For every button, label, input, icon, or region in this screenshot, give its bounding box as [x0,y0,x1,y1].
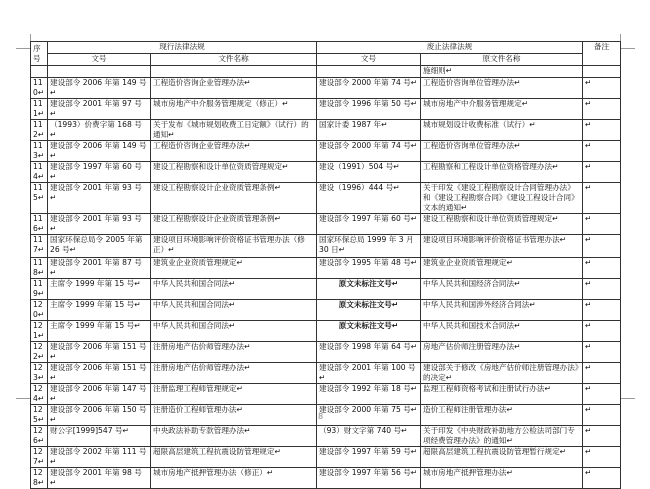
table-row [31,363,621,384]
remarks-cell: ↵ [583,258,621,279]
current-doc-no-cell: 建设部令 2006 年第 150 号↵ [48,405,151,426]
repealed-doc-name-cell: 房地产估价师注册管理办法↵ [421,342,583,363]
row-number-cell: 119↵ [31,279,48,300]
current-doc-no-cell [48,66,151,78]
current-doc-name-cell: 建设项目环境影响评价资格证书管理办法（修正）↵ [151,235,317,258]
row-number-cell: 124↵ [31,384,48,405]
row-number-cell: 110↵ [31,78,48,99]
remarks-cell: ↵ [583,120,621,141]
table-row [31,78,621,99]
row-number-cell: 118↵ [31,258,48,279]
header-repealed-doc-no: 文号 [317,54,421,66]
header-seq: 序号 [31,42,48,66]
current-doc-name-cell: 关于发布《城市规划收费工日定额》（试行）的通知↵ [151,120,317,141]
remarks-cell: ↵ [583,183,621,214]
repealed-doc-no-cell: 国家环保总局 1999 年 3 月 30 日↵ [317,235,421,258]
table-row [31,235,621,258]
crop-mark-bottom-left [16,398,31,413]
current-doc-name-cell: 工程造价咨询企业管理办法↵ [151,78,317,99]
repealed-doc-name-cell: 建设部关于修改《房地产估价师注册管理办法》的决定↵ [421,363,583,384]
row-number-cell: 123↵ [31,363,48,384]
repealed-doc-no-cell: 建设部令 2001 年第 100 号↵ [317,363,421,384]
repealed-doc-name-cell: 监理工程师资格考试和注册试行办法↵ [421,384,583,405]
remarks-cell: ↵ [583,342,621,363]
current-doc-no-cell: 主席令 1999 年第 15 号↵ [48,279,151,300]
remarks-cell: ↵ [583,78,621,99]
row-number-cell: 115↵ [31,183,48,214]
repealed-doc-no-cell: 建设部令 1997 年第 56 号↵ [317,468,421,489]
current-doc-name-cell: 超限高层建筑工程抗震设防管理规定↵ [151,447,317,468]
current-doc-name-cell: 城市房地产中介服务管理规定（修正）↵ [151,99,317,120]
repealed-doc-name-cell: 建筑业企业资质管理规定↵ [421,258,583,279]
current-doc-name-cell: 注册造价工程师管理办法↵ [151,405,317,426]
table-row [31,279,621,300]
repealed-doc-name-cell: 关于印发《中央财政补助地方公检法司部门专项经费管理办法》的通知↵ [421,426,583,447]
repealed-doc-name-cell: 建设工程勘察和设计单位资质管理规定↵ [421,214,583,235]
row-number-cell: 128↵ [31,468,48,489]
repealed-doc-name-cell: 工程造价咨询单位管理办法↵ [421,78,583,99]
row-number-cell: 127↵ [31,447,48,468]
repealed-doc-no-cell: 建设部令 1997 年第 59 号↵ [317,447,421,468]
current-doc-no-cell: 建设部令 2002 年第 111 号↵ [48,447,151,468]
repealed-doc-name-cell: 工程勘察和工程设计单位资格管理办法↵ [421,162,583,183]
table-row [31,426,621,447]
remarks-cell: ↵ [583,214,621,235]
remarks-cell: ↵ [583,321,621,342]
repealed-doc-no-cell: 原文未标注文号↵ [317,321,421,342]
current-doc-name-cell: 中华人民共和国合同法↵ [151,279,317,300]
current-doc-name-cell: 建设工程勘察和设计单位资质管理规定↵ [151,162,317,183]
table-row [31,141,621,162]
current-doc-no-cell: 建设部令 2006 年第 149 号↵ [48,78,151,99]
table-row [31,214,621,235]
page-number: 8 [318,412,324,421]
row-number-cell: 116↵ [31,214,48,235]
table-row [31,258,621,279]
remarks-cell: ↵ [583,447,621,468]
repealed-doc-name-cell: 中华人民共和国技术合同法↵ [421,321,583,342]
remarks-cell: ↵ [583,162,621,183]
crop-mark-top-left [16,34,31,49]
remarks-cell: ↵ [583,405,621,426]
repealed-doc-no-cell: （93）财文字第 740 号↵ [317,426,421,447]
repealed-doc-no-cell: 建设（1991）504 号↵ [317,162,421,183]
row-number-cell: 113↵ [31,141,48,162]
row-number-cell: 121↵ [31,321,48,342]
current-doc-name-cell: 建设工程勘察设计企业资质管理条例↵ [151,214,317,235]
table-row [31,342,621,363]
header-doc-no: 文号 [48,54,151,66]
table-row [31,468,621,489]
current-doc-no-cell: 主席令 1999 年第 15 号↵ [48,321,151,342]
remarks-cell: ↵ [583,363,621,384]
row-number-cell: 111↵ [31,99,48,120]
current-doc-name-cell: 中华人民共和国合同法↵ [151,321,317,342]
current-doc-no-cell: 建设部令 2001 年第 93 号↵ [48,214,151,235]
repealed-doc-no-cell: 建设部令 1998 年第 64 号↵ [317,342,421,363]
crop-mark-bottom-right [620,398,635,413]
repealed-doc-name-cell: 中华人民共和国涉外经济合同法↵ [421,300,583,321]
current-doc-no-cell: 建设部令 2001 年第 87 号↵ [48,258,151,279]
current-doc-no-cell: 国家环保总局令 2005 年第 26 号↵ [48,235,151,258]
repealed-doc-name-cell: 施细则↵ [421,66,583,78]
table-row [31,321,621,342]
current-doc-no-cell: （1993）价费字第 168 号↵ [48,120,151,141]
current-doc-no-cell: 财公字[1999]547 号↵ [48,426,151,447]
table-row [31,405,621,426]
remarks-cell: ↵ [583,468,621,489]
remarks-cell: ↵ [583,279,621,300]
table-row [31,120,621,141]
current-doc-name-cell: 注册监理工程师管理规定↵ [151,384,317,405]
repealed-doc-no-cell: 建设部令 1992 年第 18 号↵ [317,384,421,405]
repealed-doc-no-cell: 建设部令 1995 年第 48 号↵ [317,258,421,279]
current-doc-name-cell: 城市房地产抵押管理办法（修正）↵ [151,468,317,489]
remarks-cell: ↵ [583,384,621,405]
header-current-group: 现行法律法规 [48,42,317,54]
row-number-cell: 120↵ [31,300,48,321]
table-row [31,447,621,468]
current-doc-name-cell: 中央政法补助专款管理办法↵ [151,426,317,447]
row-number-cell: 117↵ [31,235,48,258]
header-repealed-group: 废止法律法规 [317,42,583,54]
current-doc-no-cell: 建设部令 2006 年第 151 号↵ [48,342,151,363]
repealed-doc-no-cell: 建设部令 2000 年第 75 号↵ [317,405,421,426]
current-doc-name-cell: 工程造价咨询企业管理办法↵ [151,141,317,162]
header-row-sub [31,54,621,66]
table-row [31,162,621,183]
table-row [31,183,621,214]
repealed-doc-no-cell: 建设部令 1997 年第 60 号↵ [317,214,421,235]
current-doc-name-cell: 注册房地产估价师管理办法↵ [151,342,317,363]
repealed-doc-name-cell: 造价工程师注册管理办法↵ [421,405,583,426]
laws-table [30,41,621,489]
repealed-doc-name-cell: 工程造价咨询单位管理办法↵ [421,141,583,162]
remarks-cell: ↵ [583,235,621,258]
current-doc-no-cell: 建设部令 2001 年第 97 号↵ [48,99,151,120]
repealed-doc-no-cell: 建设部令 1996 年第 50 号↵ [317,99,421,120]
row-number-cell: 122↵ [31,342,48,363]
repealed-doc-name-cell: 城市规划设计收费标准（试行）↵ [421,120,583,141]
remarks-cell: ↵ [583,141,621,162]
row-number-cell: 126↵ [31,426,48,447]
repealed-doc-no-cell: 建设（1996）444 号↵ [317,183,421,214]
current-doc-no-cell: 建设部令 2001 年第 93 号↵ [48,183,151,214]
header-doc-name: 文件名称 [151,54,317,66]
crop-mark-top-right [620,34,635,49]
table-row [31,384,621,405]
header-repealed-doc-name: 原文件名称 [421,54,583,66]
remarks-cell [583,66,621,78]
repealed-doc-no-cell: 建设部令 2000 年第 74 号↵ [317,141,421,162]
repealed-doc-no-cell: 原文未标注文号↵ [317,279,421,300]
remarks-cell: ↵ [583,426,621,447]
remarks-cell: ↵ [583,99,621,120]
current-doc-no-cell: 建设部令 2006 年第 147 号↵ [48,384,151,405]
header-remarks: 备注 [583,42,621,66]
row-number-cell: 114↵ [31,162,48,183]
repealed-doc-no-cell [317,66,421,78]
current-doc-name-cell: 中华人民共和国合同法↵ [151,300,317,321]
repealed-doc-name-cell: 超限高层建筑工程抗震设防管理暂行规定↵ [421,447,583,468]
current-doc-no-cell: 主席令 1999 年第 15 号↵ [48,300,151,321]
current-doc-name-cell: 建筑业企业资质管理规定↵ [151,258,317,279]
table-row [31,66,621,78]
repealed-doc-no-cell: 国家计委 1987 年↵ [317,120,421,141]
current-doc-name-cell [151,66,317,78]
current-doc-no-cell: 建设部令 1997 年第 60 号↵ [48,162,151,183]
remarks-cell: ↵ [583,300,621,321]
table-row [31,99,621,120]
current-doc-name-cell: 建设工程勘察设计企业资质管理条例↵ [151,183,317,214]
row-number-cell: 125↵ [31,405,48,426]
row-number-cell: 112↵ [31,120,48,141]
header-row-top [31,42,621,54]
repealed-doc-name-cell: 城市房地产抵押管理办法↵ [421,468,583,489]
current-doc-no-cell: 建设部令 2001 年第 98 号↵ [48,468,151,489]
repealed-doc-no-cell: 建设部令 2000 年第 74 号↵ [317,78,421,99]
current-doc-no-cell: 建设部令 2006 年第 151 号↵ [48,363,151,384]
current-doc-name-cell: 注册房地产估价师管理办法↵ [151,363,317,384]
row-number-cell [31,66,48,78]
repealed-doc-name-cell: 城市房地产中介服务管理规定↵ [421,99,583,120]
repealed-doc-name-cell: 关于印发《建设工程勘察设计合同管理办法》和《建设工程勘察合同》《建设工程设计合同》文本的通知↵ [421,183,583,214]
table-row [31,300,621,321]
current-doc-no-cell: 建设部令 2006 年第 149 号↵ [48,141,151,162]
repealed-doc-name-cell: 中华人民共和国经济合同法↵ [421,279,583,300]
repealed-doc-no-cell: 原文未标注文号↵ [317,300,421,321]
repealed-doc-name-cell: 建设项目环境影响评价资格证书管理办法↵ [421,235,583,258]
